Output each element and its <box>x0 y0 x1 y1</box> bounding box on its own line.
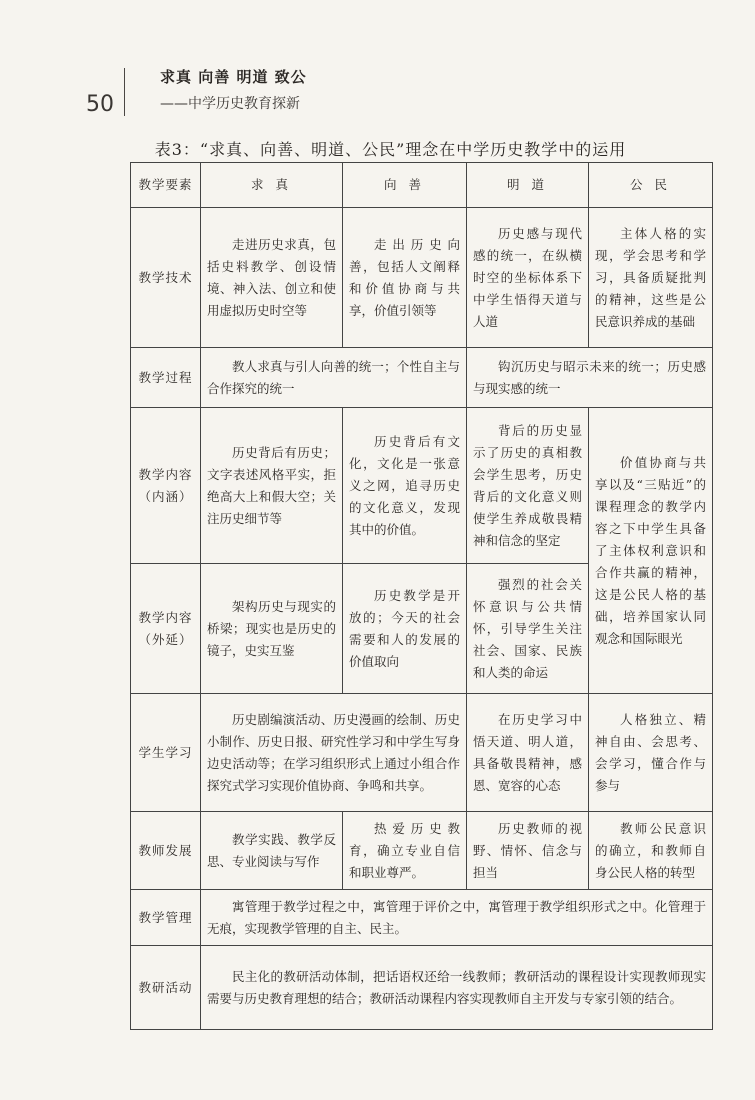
table-cell: 强烈的社会关怀意识与公共情怀，引导学生关注社会、国家、民族和人类的命运 <box>467 564 589 694</box>
row-label: 教学内容（外延） <box>131 564 201 694</box>
table-cell: 教师公民意识的确立，和教师自身公民人格的转型 <box>589 812 713 890</box>
concept-table <box>130 162 713 1030</box>
column-header: 明 道 <box>467 163 589 208</box>
table-cell: 钩沉历史与昭示未来的统一；历史感与现实感的统一 <box>467 348 713 408</box>
row-label: 学生学习 <box>131 694 201 812</box>
header-divider <box>124 68 125 116</box>
table-cell: 寓管理于教学过程之中，寓管理于评价之中，寓管理于教学组织形式之中。化管理于无痕，实现教学管理的自主、民主。 <box>201 890 713 946</box>
running-header-subtitle: ——中学历史教育探新 <box>160 96 300 112</box>
table-cell: 历史教学是开放的；今天的社会需要和人的发展的价值取向 <box>343 564 467 694</box>
table-cell: 价值协商与共享以及“三贴近”的课程理念的教学内容之下中学生具备了主体权利意识和合作共赢的精神，这是公民人格的基础，培养国家认同观念和国际眼光 <box>589 408 713 694</box>
table-cell: 民主化的教研活动体制，把话语权还给一线教师；教研活动的课程设计实现教师现实需要与历史教育理想的结合；教研活动课程内容实现教师自主开发与专家引领的结合。 <box>201 946 713 1030</box>
column-header: 公 民 <box>589 163 713 208</box>
row-label: 教学内容（内涵） <box>131 408 201 564</box>
table-cell: 架构历史与现实的桥梁；现实也是历史的镜子，史实互鉴 <box>201 564 343 694</box>
table-cell: 走出历史向善，包括人文阐释和价值协商与共享，价值引领等 <box>343 208 467 348</box>
table-row <box>131 208 713 348</box>
table-row <box>131 890 713 946</box>
table-cell: 教人求真与引人向善的统一；个性自主与合作探究的统一 <box>201 348 467 408</box>
table-cell: 教学实践、教学反思、专业阅读与写作 <box>201 812 343 890</box>
table-cell: 历史感与现代感的统一，在纵横时空的坐标体系下中学生悟得天道与人道 <box>467 208 589 348</box>
column-header: 向 善 <box>343 163 467 208</box>
table-cell: 历史背后有文化，文化是一张意义之网，追寻历史的文化意义，发现其中的价值。 <box>343 408 467 564</box>
table-caption: 表3：“求真、向善、明道、公民”理念在中学历史教学中的运用 <box>154 140 627 159</box>
table-cell: 历史教师的视野、情怀、信念与担当 <box>467 812 589 890</box>
running-header-title: 求真 向善 明道 致公 <box>160 68 307 86</box>
table-cell: 人格独立、精神自由、会思考、会学习，懂合作与参与 <box>589 694 713 812</box>
table-cell: 在历史学习中悟天道、明人道，具备敬畏精神，感恩、宽容的心态 <box>467 694 589 812</box>
table-cell: 热爱历史教育，确立专业自信和职业尊严。 <box>343 812 467 890</box>
table-row <box>131 812 713 890</box>
page-number: 50 <box>86 92 114 117</box>
table-row <box>131 946 713 1030</box>
table-cell: 背后的历史显示了历史的真相教会学生思考，历史背后的文化意义则使学生养成敬畏精神和信念的坚定 <box>467 408 589 564</box>
column-header: 教学要素 <box>131 163 201 208</box>
row-label: 教学管理 <box>131 890 201 946</box>
table-row <box>131 694 713 812</box>
table-cell: 历史背后有历史；文字表述风格平实，拒绝高大上和假大空；关注历史细节等 <box>201 408 343 564</box>
row-label: 教学技术 <box>131 208 201 348</box>
table-cell: 走进历史求真，包括史料教学、创设情境、神入法、创立和使用虚拟历史时空等 <box>201 208 343 348</box>
table-cell: 历史剧编演活动、历史漫画的绘制、历史小制作、历史日报、研究性学习和中学生写身边史活动等；在学习组织形式上通过小组合作探究式学习实现价值协商、争鸣和共享。 <box>201 694 467 812</box>
table-header-row <box>131 163 713 208</box>
table-row <box>131 408 713 564</box>
column-header: 求 真 <box>201 163 343 208</box>
table-cell: 主体人格的实现，学会思考和学习，具备质疑批判的精神，这些是公民意识养成的基础 <box>589 208 713 348</box>
row-label: 教研活动 <box>131 946 201 1030</box>
row-label: 教学过程 <box>131 348 201 408</box>
row-label: 教师发展 <box>131 812 201 890</box>
table-row <box>131 348 713 408</box>
